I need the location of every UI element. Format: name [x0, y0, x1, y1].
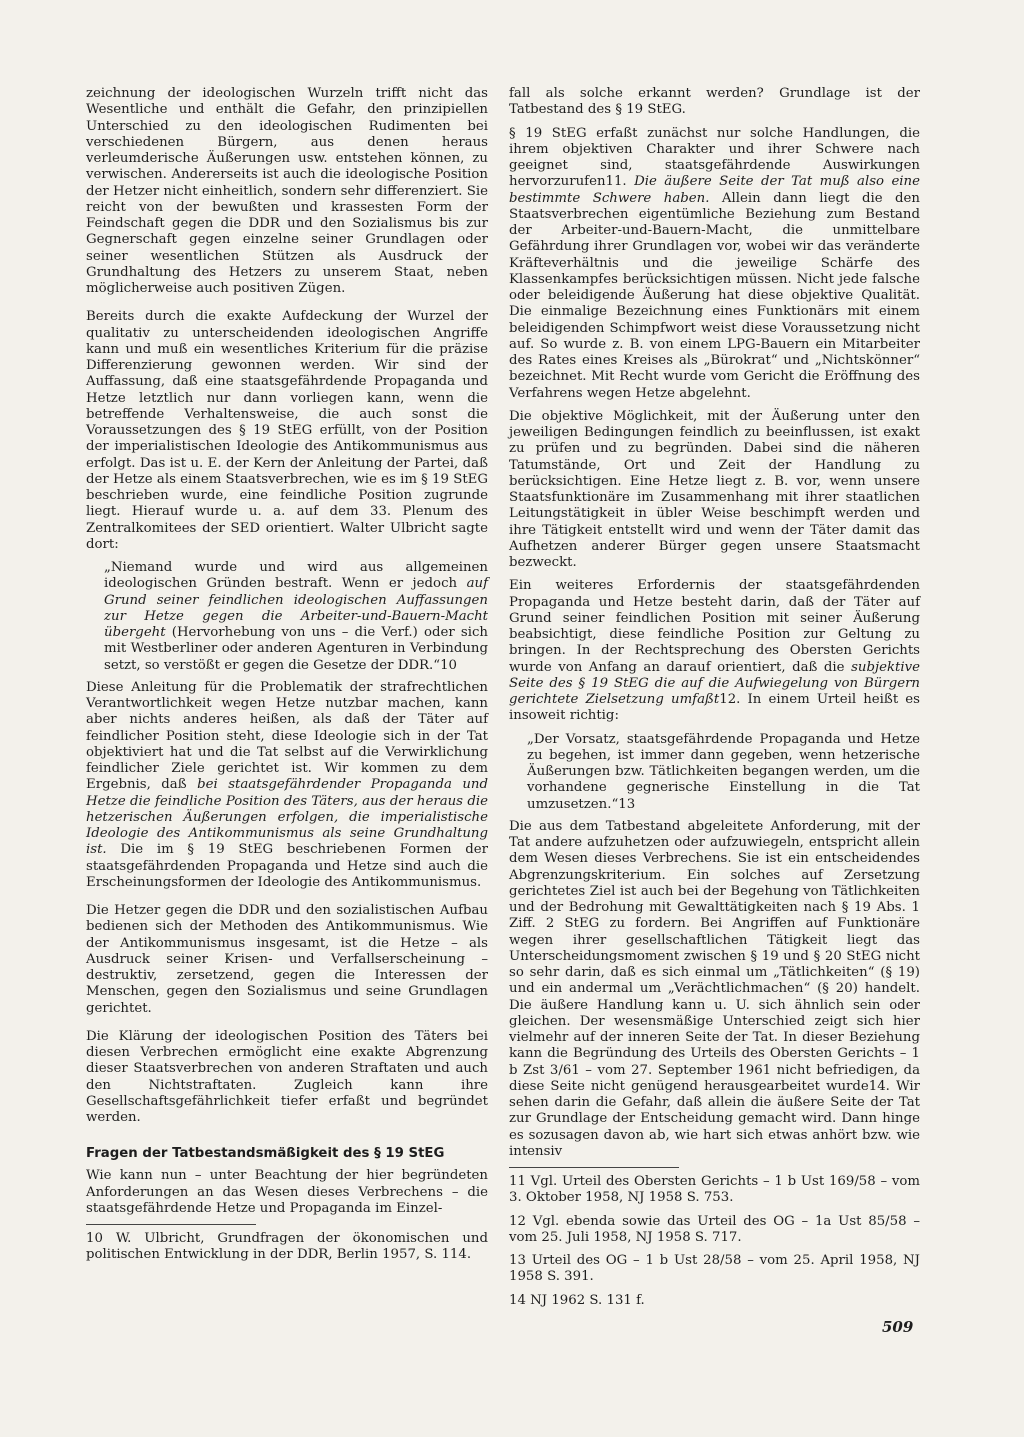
paragraph: Die objektive Möglichkeit, mit der Äußerung unter den jeweiligen Bedingungen feindlich zu beeinflussen, ist exakt zu prüfen und zu begründen. Dabei sind die näheren Tatumstände, Ort und Zeit der Handlung zu berücksichtigen. Eine Hetze liegt z. B. vor, wenn unsere Staatsfunktionäre im Zusammenhang mit ihrer staatlichen Leitungstätigkeit in übler Weise beschimpft werden und ihre Tätigkeit entstellt wird und wenn der Täter damit das Aufhetzen anderer Bürger gegen unsere Staatsmacht bezweckt.: [509, 408, 920, 570]
paragraph: Die Klärung der ideologischen Position des Täters bei diesen Verbrechen ermöglicht eine exakte Abgrenzung dieser Staatsverbrechen von anderen Straftaten und auch den Nichtstraftaten. Zugleich kann ihre Gesellschaftsgefährlichkeit tiefer erfaßt und begründet werden.: [86, 1028, 488, 1125]
text-run: Diese Anleitung für die Problematik der strafrechtlichen Verantwortlichkeit wegen Hetze nutzbar machen, kann aber nichts anderes heißen, als daß der Täter auf feindlicher Position steht, diese Ideologie sich in der Tat objektiviert hat und die Tat selbst auf die Verwirklichung feindlicher Ziele gerichtet ist. Wir kommen zu dem Ergebnis, daß: [86, 679, 488, 793]
paragraph: Die aus dem Tatbestand abgeleitete Anforderung, mit der Tat andere aufzuhetzen oder aufzuwiegeln, entspricht allein dem Wesen dieses Verbrechens. Sie ist ein entscheidendes Abgrenzungskriterium. Ein solches auf Zersetzung gerichtetes Ziel ist auch bei der Begehung von Tätlichkeiten und der Bedrohung mit Gewalttätigkeiten nach § 19 Abs. 1 Ziff. 2 StEG zu fordern. Bei Angriffen auf Funktionäre wegen ihrer gesellschaftlichen Tätigkeit liegt das Unterscheidungsmoment zwischen § 19 und § 20 StEG nicht so sehr darin, daß es sich einmal um „Tätlichkeiten“ (§ 19) und ein andermal um „Verächtlichmachen“ (§ 20) handelt. Die äußere Handlung kann u. U. sich ähnlich sein oder gleichen. Der wesensmäßige Unterschied zeigt sich hier vielmehr auf der inneren Seite der Tat. In dieser Beziehung kann die Begründung des Urteils des Obersten Gerichts – 1 b Zst 3/61 – vom 27. September 1961 nicht befriedigen, da diese Seite nicht genügend herausgearbeitet wurde14. Wir sehen darin die Gefahr, daß allein die äußere Seite der Tat zur Grundlage der Entscheidung gemacht wird. Dann hinge es sozusagen davon ab, wie hart sich etwas anhört bzw. wie intensiv: [509, 818, 920, 1159]
paragraph: [86, 680, 488, 891]
footnote: 11 Vgl. Urteil des Obersten Gerichts – 1 b Ust 169/58 – vom 3. Oktober 1958, NJ 1958 S. 753.: [509, 1174, 920, 1206]
footnote: 14 NJ 1962 S. 131 f.: [509, 1292, 645, 1308]
footnote-divider: [509, 1167, 679, 1168]
left-column: [86, 86, 488, 1271]
paragraph: zeichnung der ideologischen Wurzeln trifft nicht das Wesentliche und enthält die Gefahr, den prinzipiellen Unterschied zu den ideologischen Rudimenten bei verschiedenen Bürgern, aus denen heraus verleumderische Äußerungen usw. entstehen können, zu verwischen. Andererseits ist auch die ideologische Position der Hetzer nicht einheitlich, sondern sehr differenziert. Sie reicht von der bewußten und krassesten Form der Feindschaft gegen die DDR und den Sozialismus bis zur Gegnerschaft gegen einzelne seiner Grundlagen oder seiner wesentlichen Stützen als Ausdruck der Grundhaltung des Hetzers zu unserem Staat, neben möglicherweise auch positiven Zügen.: [86, 86, 488, 296]
quote-emphasis: auf Grund seiner feindlichen ideologischen Auffassungen zur Hetze gegen die Arbeiter-und-Bauern-Macht übergeht: [104, 576, 488, 640]
quote-text: (Hervorhebung von uns – die Verf.) oder sich mit Westberliner oder anderen Agenturen in Verbindung setzt, so verstößt er gegen die Gesetze der DDR.“10: [104, 625, 488, 673]
text-run: § 19 StEG erfaßt zunächst nur solche Handlungen, die ihrem objektiven Charakter und ihrer Schwere nach geeignet sind, staatsgefährdende Auswirkungen hervorzurufen11.: [509, 125, 920, 190]
emphasis-run: Die äußere Seite der Tat muß also eine bestimmte Schwere haben.: [509, 174, 920, 206]
footnote: 12 Vgl. ebenda sowie das Urteil des OG – 1a Ust 85/58 – vom 25. Juli 1958, NJ 1958 S. 717.: [509, 1213, 920, 1245]
text-run: Ein weiteres Erfordernis der staatsgefährdenden Propaganda und Hetze besteht darin, daß der Täter auf Grund seiner feindlichen Position mit seiner Äußerung beabsichtigt, diese feindliche Position zur Geltung zu bringen. In der Rechtsprechung des Obersten Gerichts wurde von Anfang an darauf orientiert, daß die: [509, 578, 920, 675]
paragraph: Wie kann nun – unter Beachtung der hier begründeten Anforderungen an das Wesen dieses Verbrechens – die staatsgefährdende Hetze und Propaganda im Einzel-: [86, 1168, 488, 1216]
quote-text: „Niemand wurde und wird aus allgemeinen ideologischen Gründen bestraft. Wenn er jedoch: [104, 560, 488, 592]
footnote-divider: [86, 1224, 256, 1225]
right-column: [509, 86, 920, 1316]
emphasis-run: subjektive Seite des § 19 StEG die auf die Aufwiegelung von Bürgern gerichtete Zielsetzung umfaßt: [509, 659, 920, 707]
emphasis-run: bei staatsgefährdender Propaganda und Hetze die feindliche Position des Täters, aus der heraus die hetzerischen Äußerungen erfolgen, die imperialistische Ideologie des Antikommunismus als seine Grundhaltung ist.: [86, 777, 488, 858]
ulbricht-quote: [104, 560, 488, 674]
text-run: 12. In einem Urteil heißt es insoweit richtig:: [509, 692, 920, 724]
text-run: Die im § 19 StEG beschriebenen Formen der staatsgefährdenden Propaganda und Hetze sind auch die Erscheinungsformen der Ideologie des Antikommunismus.: [86, 842, 488, 890]
section-heading: Fragen der Tatbestandsmäßigkeit des § 19 StEG: [86, 1146, 445, 1162]
footnote: 13 Urteil des OG – 1 b Ust 28/58 – vom 25. April 1958, NJ 1958 S. 391.: [509, 1253, 920, 1285]
paragraph: Bereits durch die exakte Aufdeckung der Wurzel der qualitativ zu unterscheidenden ideologischen Angriffe kann und muß ein wesentliches Kriterium für die präzise Differenzierung gewonnen werden. Wir sind der Auffassung, daß eine staatsgefährdende Propaganda und Hetze letztlich nur dann vorliegen kann, wenn die betreffende Verhaltensweise, die auch sonst die Voraussetzungen des § 19 StEG erfüllt, von der Position der imperialistischen Ideologie des Antikommunismus aus erfolgt. Das ist u. E. der Kern der Anleitung der Partei, daß der Hetze als einem Staatsverbrechen, wie es im § 19 StEG beschrieben wurde, eine feindliche Position zugrunde liegt. Hierauf wurde u. a. auf dem 33. Plenum des Zentralkomitees der SED orientiert. Walter Ulbricht sagte dort:: [86, 309, 488, 552]
court-quote: „Der Vorsatz, staatsgefährdende Propaganda und Hetze zu begehen, ist immer dann gegeben, wenn hetzerische Äußerungen bzw. Tätlichkeiten begangen werden, um die vorhandene gegnerische Einstellung in die Tat umzusetzen.“13: [527, 731, 920, 812]
page-number: 509: [882, 1318, 914, 1336]
paragraph: Die Hetzer gegen die DDR und den sozialistischen Aufbau bedienen sich der Methoden des Antikommunismus. Wie der Antikommunismus insgesamt, ist die Hetze – als Ausdruck seiner Krisen- und Verfallserscheinung – destruktiv, zersetzend, gegen die Interessen der Menschen, gegen den Sozialismus und seine Grundlagen gerichtet.: [86, 903, 488, 1016]
footnote: 10 W. Ulbricht, Grundfragen der ökonomischen und politischen Entwicklung in der DDR, Berlin 1957, S. 114.: [86, 1231, 488, 1263]
text-run: Allein dann liegt die den Staatsverbrechen eigentümliche Beziehung zum Bestand der Arbeiter-und-Bauern-Macht, die unmittelbare Gefährdung ihrer Grundlagen vor, wobei wir das veränderte Kräfteverhältnis und die jeweilige Schärfe des Klassenkampfes berücksichtigen müssen. Nicht jede falsche oder beleidigende Äußerung hat diese objektive Qualität. Die einmalige Bezeichnung eines Funktionärs mit einem beleidigenden Schimpfwort weist diese Voraussetzung nicht auf. So wurde z. B. von einem LPG-Bauern ein Mitarbeiter des Rates eines Kreises als „Bürokrat“ und „Nichtskönner“ bezeichnet. Mit Recht wurde vom Gericht die Eröffnung des Verfahrens wegen Hetze abgelehnt.: [509, 190, 920, 401]
paragraph: fall als solche erkannt werden? Grundlage ist der Tatbestand des § 19 StEG.: [509, 86, 920, 118]
paragraph: [509, 578, 920, 724]
paragraph: [509, 126, 920, 402]
